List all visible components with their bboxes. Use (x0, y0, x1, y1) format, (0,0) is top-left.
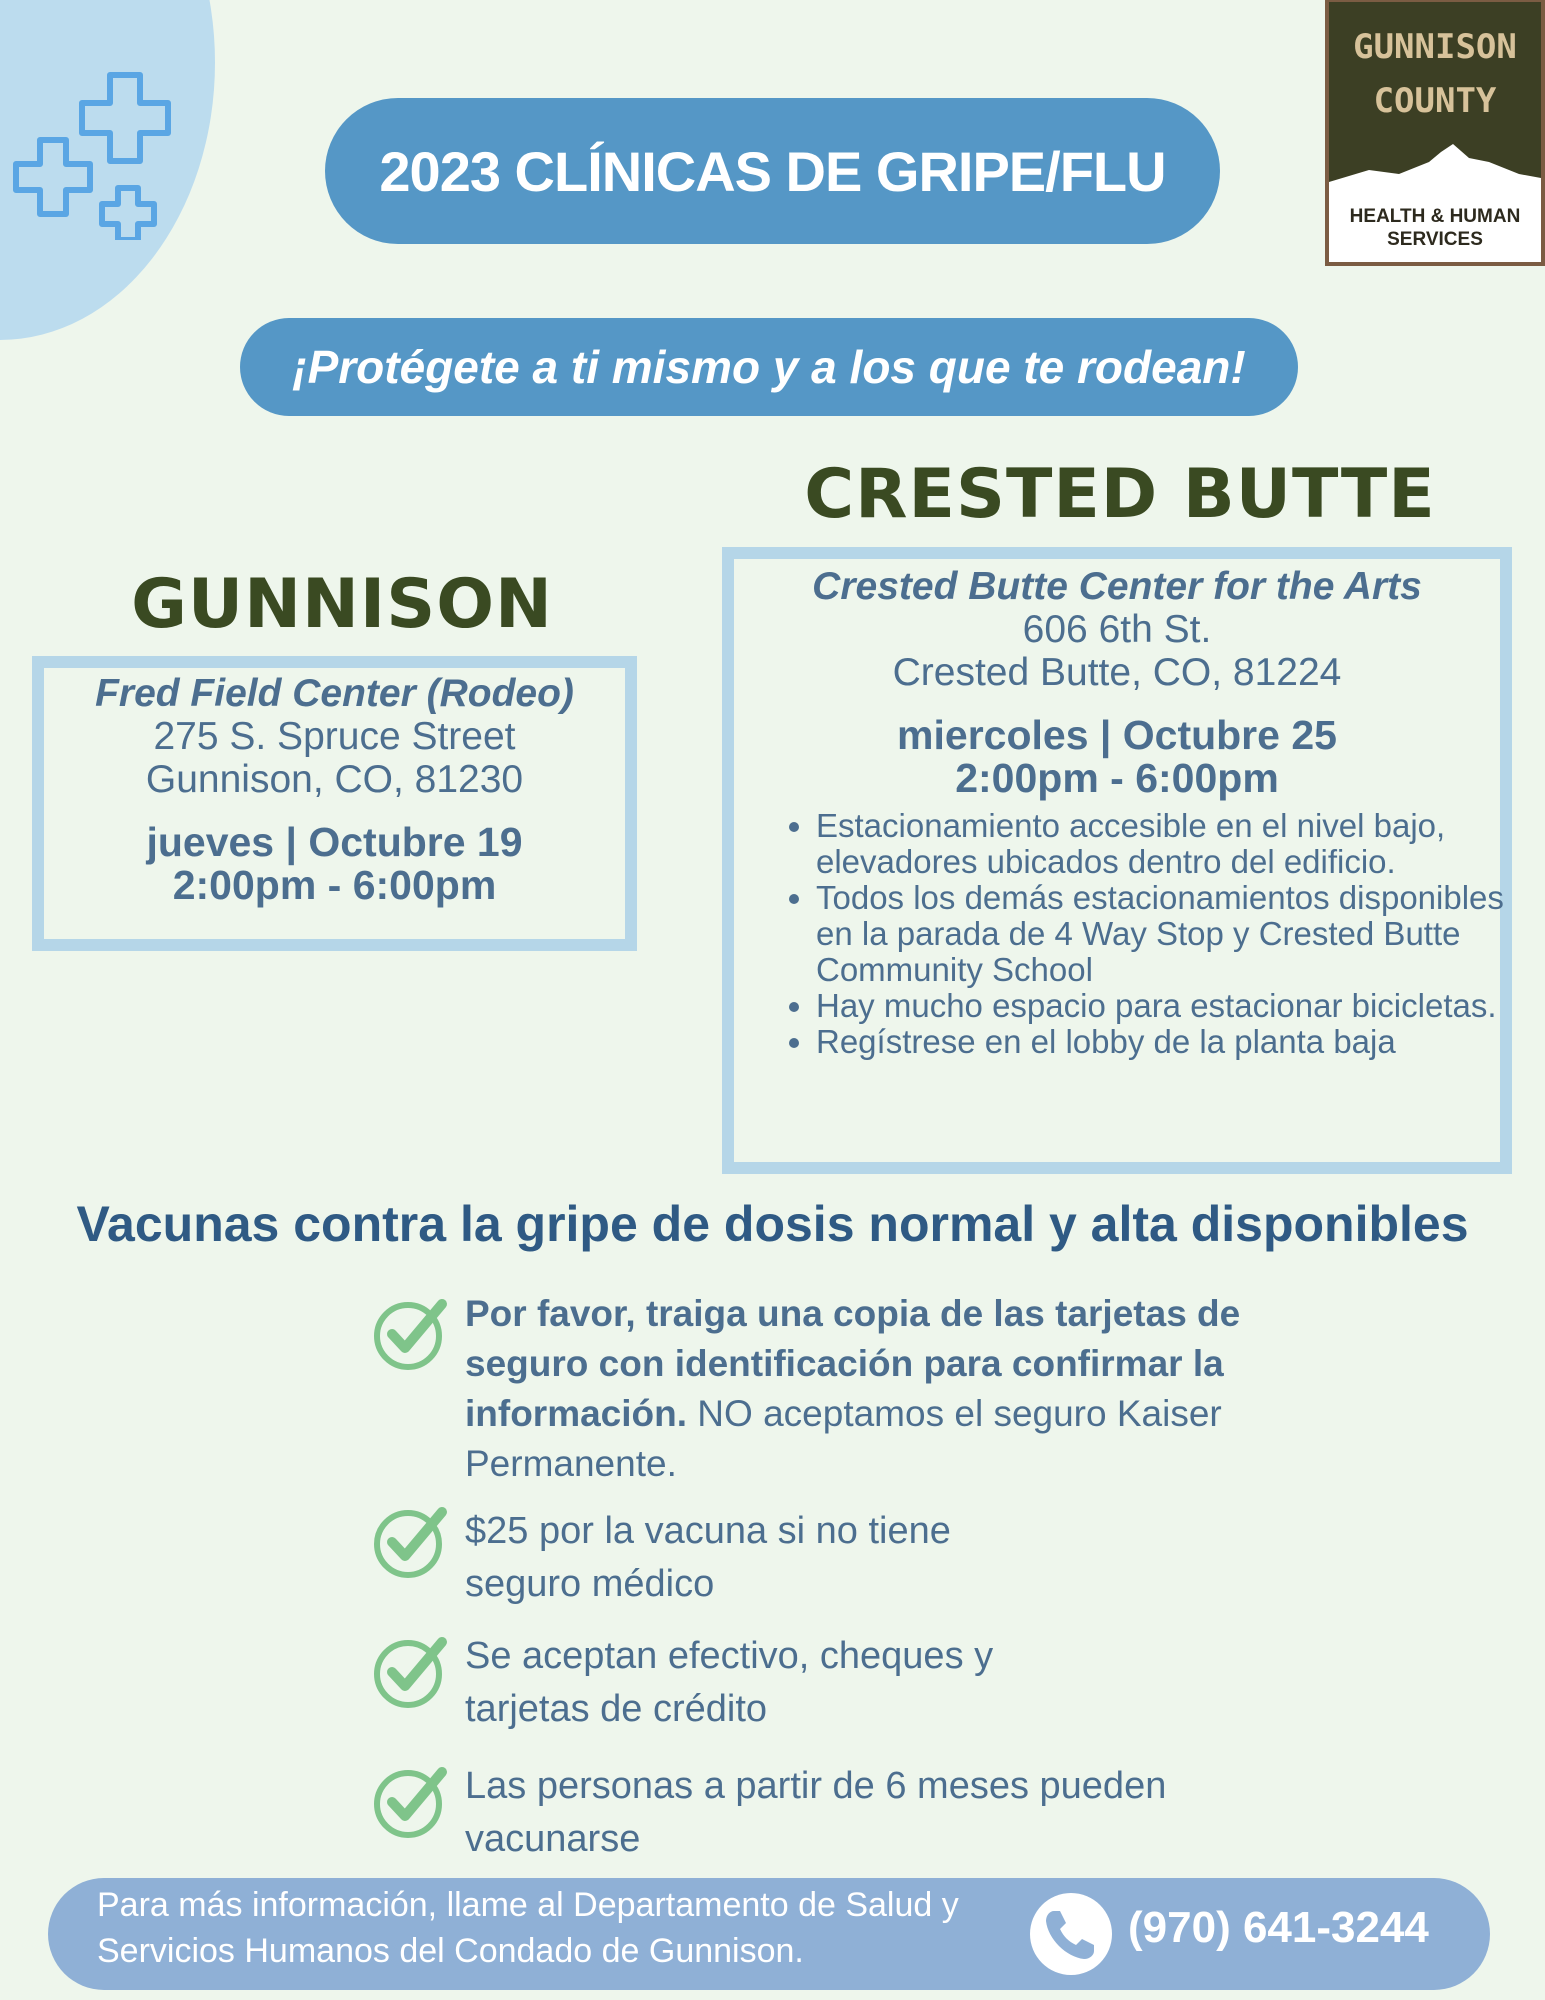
crested-butte-address-line1: 606 6th St. (1022, 608, 1212, 651)
phone-number[interactable]: (970) 641-3244 (1128, 1903, 1429, 1952)
gunnison-address-line2: Gunnison, CO, 81230 (145, 758, 524, 801)
logo-line-health: HEALTH & HUMAN (1349, 206, 1521, 227)
list-item: • Hay mucho espacio para estacionar bicicletas. (816, 988, 1545, 1024)
insurance-note (465, 1289, 1285, 1489)
crested-butte-parking-list (770, 808, 1545, 1060)
title-banner (325, 98, 1220, 244)
crested-butte-time: 2:00pm - 6:00pm (955, 755, 1279, 801)
crested-butte-venue: Crested Butte Center for the Arts (812, 565, 1422, 608)
list-item: • Estacionamiento accesible en el nivel bajo, elevadores ubicados dentro del edificio. (816, 808, 1545, 880)
crested-butte-heading: CRESTED BUTTE (804, 455, 1436, 534)
vaccine-heading: Vacunas contra la gripe de dosis normal y alta disponibles (76, 1196, 1469, 1252)
list-item: • Regístrese en el lobby de la planta baja (816, 1024, 1545, 1060)
footer-text: Para más información, llame al Departamento de Salud y Servicios Humanos del Condado de Gunnison. (97, 1886, 959, 1970)
checkmark-circle-icon (372, 1292, 452, 1372)
crested-butte-address-line2: Crested Butte, CO, 81224 (892, 651, 1342, 694)
medical-crosses-icon (10, 70, 190, 240)
gunnison-info (32, 672, 637, 907)
insurance-note-rest: NO aceptamos el seguro Kaiser Permanente. (465, 1393, 1222, 1484)
crested-butte-date: miercoles | Octubre 25 (897, 712, 1337, 758)
logo-line-county: COUNTY (1373, 81, 1497, 121)
checkmark-circle-icon (372, 1760, 452, 1840)
mountain-icon (1329, 140, 1541, 196)
list-item: • Todos los demás estacionamientos disponibles en la parada de 4 Way Stop y Crested Butte Community School (816, 880, 1545, 988)
slogan-text: ¡Protégete a ti mismo y a los que te rodean! (292, 341, 1246, 393)
logo-line-gunnison: GUNNISON (1353, 27, 1517, 67)
phone-icon (1030, 1893, 1112, 1975)
checkmark-circle-icon (372, 1500, 452, 1580)
checkmark-circle-icon (372, 1630, 452, 1710)
age-note: Las personas a partir de 6 meses pueden vacunarse (465, 1765, 1167, 1860)
gunnison-date: jueves | Octubre 19 (146, 819, 523, 865)
insurance-note-bold: Por favor, traiga una copia de las tarjetas de seguro con identificación para confirmar la información. (465, 1293, 1241, 1434)
gunnison-address-line1: 275 S. Spruce Street (153, 715, 516, 758)
slogan-banner (240, 318, 1298, 416)
gunnison-heading: GUNNISON (131, 565, 553, 644)
county-logo (1325, 0, 1545, 266)
payment-note: Se aceptan efectivo, cheques y tarjetas de crédito (465, 1635, 994, 1730)
gunnison-time: 2:00pm - 6:00pm (172, 862, 497, 908)
price-note: $25 por la vacuna si no tiene seguro médico (465, 1510, 951, 1605)
logo-line-services: SERVICES (1387, 229, 1483, 250)
page-title: 2023 CLÍNICAS DE GRIPE/FLU (379, 139, 1166, 203)
gunnison-venue: Fred Field Center (Rodeo) (95, 672, 574, 715)
crested-butte-info (722, 565, 1512, 800)
